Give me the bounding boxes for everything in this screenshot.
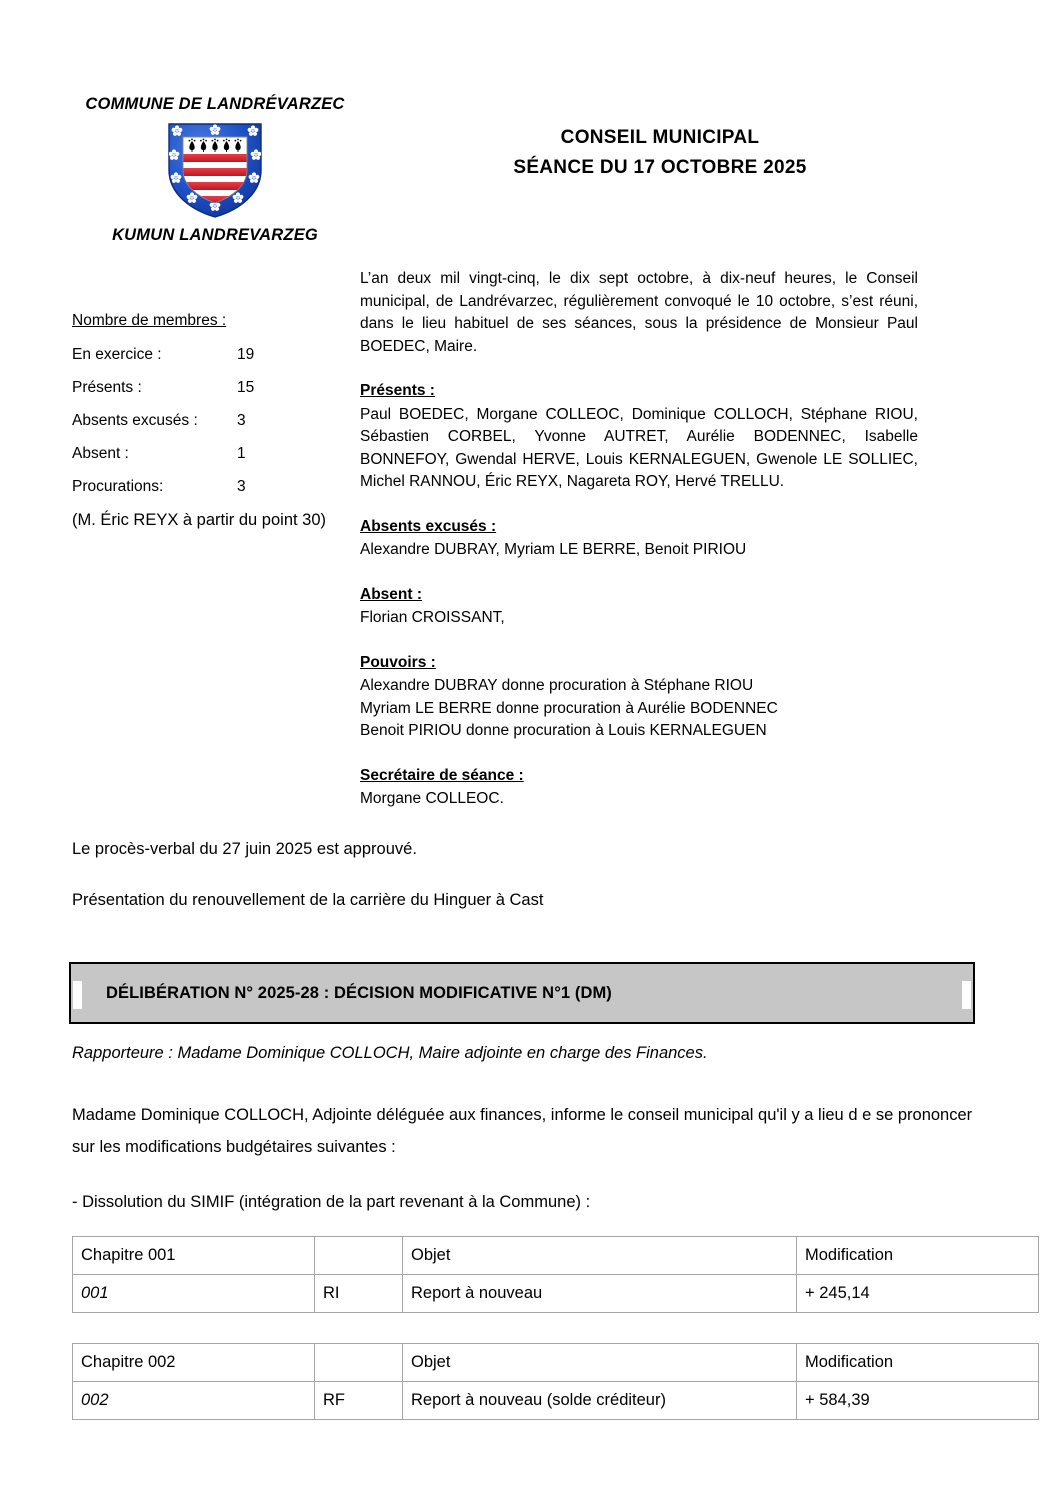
member-count-value: 3 [237, 478, 246, 495]
title-line-council: CONSEIL MUNICIPAL [560, 127, 760, 148]
spacer [360, 494, 918, 516]
presents-heading: Présents : [360, 382, 435, 399]
member-count-value: 15 [237, 379, 255, 396]
pouvoir-line: Benoit PIRIOU donne procuration à Louis KERNALEGUEN [360, 722, 767, 739]
table-cell-code: 002 [73, 1382, 315, 1420]
absent-heading: Absent : [360, 585, 422, 603]
rapporteur-line: Rapporteure : Madame Dominique COLLOCH, Maire adjointe en charge des Finances. [72, 1044, 708, 1062]
absents-excuses-list: Alexandre DUBRAY, Myriam LE BERRE, Benoit PIRIOU [360, 541, 747, 558]
member-count-label: Procurations: [72, 478, 164, 495]
pouvoirs-heading: Pouvoirs : [360, 653, 436, 671]
absents-excuses-heading: Absents excusés : [360, 517, 497, 535]
member-count-row [72, 445, 334, 463]
presents-list: Paul BOEDEC, Morgane COLLEOC, Dominique COLLOCH, Stéphane RIOU, Sébastien CORBEL, Yvonne AUTRET, Aurélie BODENNEC, Isabelle BONNEFOY, Gwendal HERVE, Louis KERNALEGUEN, Gwenole LE SOLLIEC, Michel RANNOU, Éric REYX, Nagareta ROY, Hervé TRELLU. [360, 405, 918, 490]
table-header-cell: Chapitre 001 [73, 1237, 315, 1275]
member-count-block [72, 312, 334, 530]
coat-of-arms-shield-icon [159, 118, 271, 222]
member-count-value: 3 [237, 412, 246, 429]
member-count-row [72, 478, 334, 496]
deliberation-banner [69, 962, 975, 1024]
member-count-label: Absent : [72, 445, 129, 462]
budget-table-chapitre-002 [72, 1343, 1039, 1420]
member-count-label: Présents : [72, 379, 142, 396]
document-title [360, 123, 960, 183]
member-count-label: Absents excusés : [72, 412, 198, 429]
pouvoir-line: Alexandre DUBRAY donne procuration à Stéphane RIOU [360, 677, 754, 694]
document-header [0, 95, 1058, 260]
member-count-value: 19 [237, 346, 255, 363]
commune-name-breton: KUMUN LANDREVARZEG [112, 226, 318, 244]
table-cell-modification: + 584,39 [797, 1382, 1039, 1420]
presentation-text: Présentation du renouvellement de la carrière du Hinguer à Cast [72, 891, 544, 909]
member-count-note: (M. Éric REYX à partir du point 30) [72, 511, 327, 529]
member-count-row [72, 412, 334, 430]
deliberation-body [72, 1044, 974, 1420]
table-header-cell: Modification [797, 1344, 1039, 1382]
deliberation-banner-title: DÉLIBÉRATION N° 2025-28 : DÉCISION MODIFICATIVE N°1 (DM) [106, 983, 612, 1002]
table-row [73, 1382, 1039, 1420]
table-cell-modification: + 245,14 [797, 1275, 1039, 1313]
pv-approval-text: Le procès-verbal du 27 juin 2025 est approuvé. [72, 840, 417, 858]
member-count-value: 1 [237, 445, 246, 462]
table-header-cell: Modification [797, 1237, 1039, 1275]
table-header-row [73, 1237, 1039, 1275]
crest-block [70, 95, 360, 245]
table-cell-section: RF [315, 1382, 403, 1420]
session-opening-paragraph: L’an deux mil vingt-cinq, le dix sept octobre, à dix-neuf heures, le Conseil municipal, de Landrévarzec, régulièrement convoqué le 10 octobre, s’est réuni, dans le lieu habituel de ses séances, sous la présidence de Monsieur Paul BOEDEC, Maire. [360, 270, 918, 355]
budget-table-chapitre-001 [72, 1236, 1039, 1313]
table-header-cell: Objet [403, 1344, 797, 1382]
table-header-cell: Objet [403, 1237, 797, 1275]
member-count-row [72, 379, 334, 397]
deliberation-paragraph: Madame Dominique COLLOCH, Adjointe déléguée aux finances, informe le conseil municipal qu'il y a lieu d e se prononcer sur les modifications budgétaires suivantes : [72, 1106, 973, 1156]
member-count-row [72, 346, 334, 364]
table-header-row [73, 1344, 1039, 1382]
pouvoir-line: Myriam LE BERRE donne procuration à Aurélie BODENNEC [360, 699, 778, 717]
banner-notch-right [962, 981, 971, 1009]
spacer [360, 562, 918, 584]
table-cell-section: RI [315, 1275, 403, 1313]
commune-name-french: COMMUNE DE LANDRÉVARZEC [85, 95, 345, 113]
spacer [360, 743, 918, 765]
table-cell-objet: Report à nouveau [403, 1275, 797, 1313]
table-cell-code: 001 [73, 1275, 315, 1313]
session-details-column [360, 268, 918, 811]
banner-notch-left [73, 981, 82, 1009]
spacer [360, 630, 918, 652]
title-line-session-date: SÉANCE DU 17 OCTOBRE 2025 [513, 157, 807, 178]
table-row [73, 1275, 1039, 1313]
table-header-cell [315, 1344, 403, 1382]
member-count-label: En exercice : [72, 346, 162, 363]
table-header-cell: Chapitre 002 [73, 1344, 315, 1382]
pre-deliberation-notes [72, 840, 972, 942]
secretaire-heading: Secrétaire de séance : [360, 766, 524, 784]
table-cell-objet: Report à nouveau (solde créditeur) [403, 1382, 797, 1420]
deliberation-lead-in: - Dissolution du SIMIF (intégration de la part revenant à la Commune) : [72, 1193, 591, 1211]
member-count-title: Nombre de membres : [72, 312, 227, 329]
absent-list: Florian CROISSANT, [360, 609, 505, 626]
secretaire-name: Morgane COLLEOC. [360, 790, 504, 807]
spacer [72, 1313, 974, 1343]
table-header-cell [315, 1237, 403, 1275]
